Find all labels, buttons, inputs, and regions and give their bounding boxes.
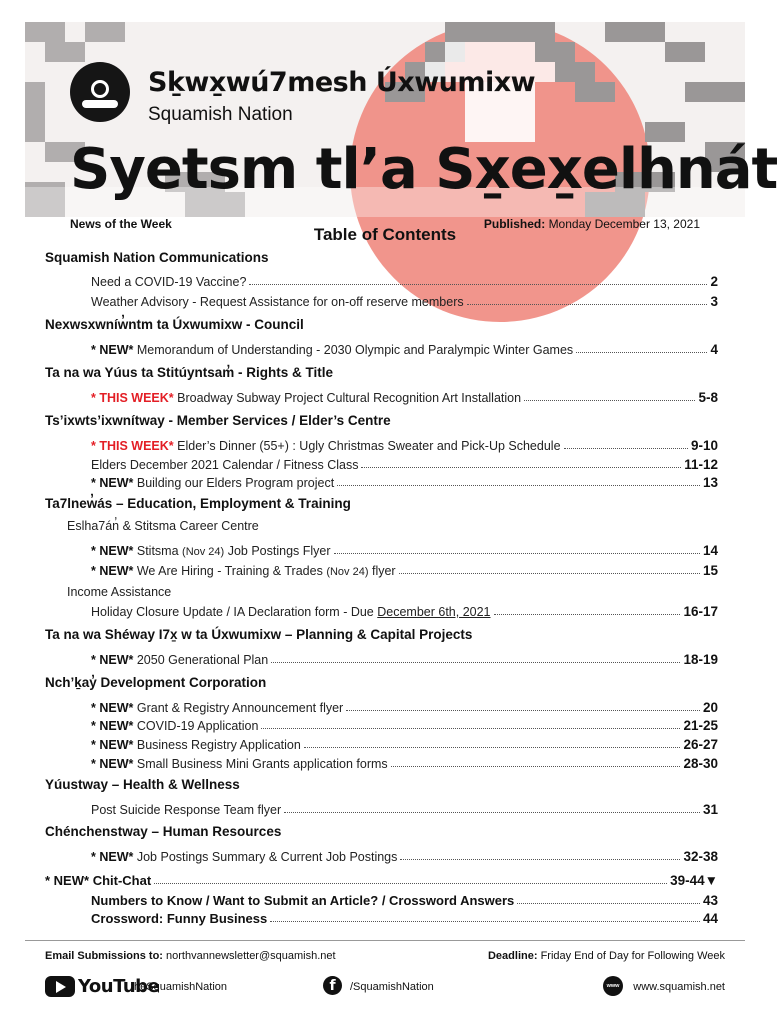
youtube-wordmark: YouTube [78, 975, 160, 997]
toc-entry-text: Post Suicide Response Team flyer [91, 803, 282, 817]
youtube-handle[interactable]: theSquamishNation [131, 981, 228, 993]
toc-entry[interactable] [91, 455, 718, 472]
toc-title: Table of Contents [313, 225, 457, 244]
dot-leader [494, 613, 681, 615]
toc-page-number: 20 [702, 700, 718, 715]
new-tag: * NEW* [91, 850, 134, 864]
new-tag: * NEW* [91, 343, 134, 357]
toc-page-number: 5-8 [698, 390, 718, 405]
toc-entry[interactable] [91, 891, 718, 908]
new-tag: * NEW* [91, 653, 134, 667]
toc-entry-text: Holiday Closure Update / IA Declaration form - Due [91, 605, 374, 619]
toc-page-number: 15 [702, 563, 718, 578]
toc-subsection: Eslha7án̓ & Stitsma Career Centre [67, 519, 259, 533]
toc-page-number: 18-19 [683, 652, 718, 667]
toc-page-number: 4 [710, 342, 718, 357]
toc-page-number: 39-44▼ [670, 873, 718, 888]
logo-beak-mark [82, 100, 118, 108]
toc-page-number: 32-38 [683, 849, 718, 864]
dot-leader [576, 351, 707, 353]
toc-entry-text: COVID-19 Application [136, 719, 259, 733]
dot-leader [524, 399, 695, 401]
toc-section: Ta7lnew̓ás – Education, Employment & Training [45, 496, 351, 511]
toc-entry-text: Building our Elders Program project [136, 476, 335, 490]
toc-section: Nch’ḵay̓ Development Corporation [45, 675, 267, 690]
dot-leader [346, 709, 700, 711]
dot-leader [400, 858, 680, 860]
nation-name-english: Squamish Nation [148, 104, 293, 125]
toc-entry-text: 2050 Generational Plan [136, 653, 269, 667]
deadline [488, 950, 725, 962]
toc-entry-text: Broadway Subway Project Cultural Recognition Art Installation [177, 391, 522, 405]
toc-entry[interactable] [91, 388, 718, 405]
deadline-label: Deadline: [487, 950, 538, 962]
toc-entry[interactable] [91, 716, 718, 733]
due-date: December 6th, 2021 [377, 605, 491, 619]
toc-entry-text: Business Registry Application [136, 738, 301, 752]
dot-leader [467, 303, 708, 305]
toc-entry[interactable] [91, 602, 718, 619]
toc-page-number: 43 [702, 893, 718, 908]
dot-leader [154, 882, 667, 884]
new-tag: * NEW* [45, 873, 90, 888]
new-tag: * NEW* [91, 476, 134, 490]
toc-entry[interactable] [91, 541, 718, 558]
facebook-icon[interactable]: f [323, 976, 342, 995]
toc-page-number: 14 [702, 543, 718, 558]
toc-page-number: 16-17 [683, 604, 718, 619]
email-submissions [45, 950, 336, 962]
dot-leader [304, 746, 681, 748]
toc-section: Nexwsxwníw̓ntm ta Úxwumixw - Council [45, 317, 304, 332]
toc-entry[interactable] [91, 698, 718, 715]
squamish-nation-logo [70, 62, 130, 122]
dot-leader [391, 765, 681, 767]
this-week-tag: * THIS WEEK* [91, 391, 174, 405]
toc-entry-text: Weather Advisory - Request Assistance for on-off reserve members [91, 295, 464, 309]
toc-section: Chénchenstway – Human Resources [45, 824, 282, 839]
new-tag: * NEW* [91, 738, 134, 752]
toc-entry-text: Elder’s Dinner (55+) : Ugly Christmas Sweater and Pick-Up Schedule [177, 439, 561, 453]
toc-section: Squamish Nation Communications [45, 250, 269, 265]
dot-leader [271, 661, 680, 663]
dot-leader [284, 811, 700, 813]
new-tag: * NEW* [91, 719, 134, 733]
toc-entry[interactable] [91, 909, 718, 926]
toc-entry[interactable] [91, 436, 718, 453]
toc-entry-text: Numbers to Know / Want to Submit an Article? / Crossword Answers [91, 893, 515, 908]
dot-leader [517, 902, 700, 904]
dot-leader [361, 466, 681, 468]
toc-section: Ta na wa Yúus ta Stitúyntsam̓ - Rights & Title [45, 365, 334, 380]
toc-entry-text: Need a COVID-19 Vaccine? [91, 275, 247, 289]
toc-entry-text: We Are Hiring - Training & Trades [136, 564, 323, 578]
toc-entry[interactable] [91, 650, 718, 667]
footer [25, 940, 745, 1002]
toc-entry[interactable] [91, 561, 718, 578]
toc-entry[interactable] [91, 473, 718, 490]
toc-entry[interactable] [91, 340, 718, 357]
dot-leader [337, 484, 700, 486]
toc-entry-text: Memorandum of Understanding - 2030 Olympic and Paralympic Winter Games [136, 343, 574, 357]
toc-page-number: 21-25 [683, 718, 718, 733]
new-tag: * NEW* [91, 757, 134, 771]
web-globe-icon: www [603, 976, 623, 996]
new-tag: * NEW* [91, 564, 134, 578]
toc-entry-text: Small Business Mini Grants application forms [136, 757, 388, 771]
dot-leader [261, 727, 680, 729]
toc-entry[interactable] [91, 847, 718, 864]
toc-page-number: 3 [710, 294, 718, 309]
toc-entry[interactable] [91, 292, 718, 309]
toc-entry[interactable] [91, 735, 718, 752]
toc-entry-text: Crossword: Funny Business [91, 911, 268, 926]
youtube-play-icon [45, 976, 75, 997]
toc-page-number: 9-10 [690, 438, 718, 453]
toc-page-number: 26-27 [683, 737, 718, 752]
toc-entry[interactable] [91, 800, 718, 817]
toc-entry-text: Elders December 2021 Calendar / Fitness Class [91, 458, 359, 472]
dot-leader [399, 572, 700, 574]
toc-page-number: 13 [702, 475, 718, 490]
footer-divider [25, 940, 745, 941]
toc-entry-text: Chit-Chat [92, 873, 152, 888]
email-label: Email Submissions to: [45, 950, 163, 962]
toc-section: Yúustway – Health & Wellness [45, 777, 240, 792]
dot-leader [564, 447, 688, 449]
dot-leader [270, 920, 700, 922]
toc-entry[interactable] [91, 272, 718, 289]
toc-entry-text: flyer [371, 564, 396, 578]
dot-leader [334, 552, 700, 554]
news-of-the-week-label: News of the Week [70, 217, 172, 231]
deadline-text: Friday End of Day for Following Week [540, 950, 725, 962]
toc-page-number: 2 [710, 274, 718, 289]
logo-eye-mark [91, 80, 109, 98]
facebook-handle[interactable]: /SquamishNation [350, 981, 434, 993]
website-link[interactable]: www.squamish.net [633, 981, 725, 993]
new-tag: * NEW* [91, 544, 134, 558]
toc-entry-text: Job Postings Summary & Current Job Postings [136, 850, 398, 864]
dot-leader [249, 283, 707, 285]
email-link[interactable]: northvannewsletter@squamish.net [166, 950, 336, 962]
masthead-banner [25, 22, 777, 231]
published-date-value: Monday December 13, 2021 [548, 217, 700, 231]
toc-subsection: Income Assistance [67, 585, 172, 599]
toc-page-number: 28-30 [683, 756, 718, 771]
toc-entry-text: Job Postings Flyer [227, 544, 331, 558]
new-tag: * NEW* [91, 701, 134, 715]
toc-page-number: 31 [702, 802, 718, 817]
toc-section: Ta na wa Shéway I7x̱ w ta Úxwumixw – Planning & Capital Projects [45, 627, 473, 642]
toc-entry-date: (Nov 24) [326, 566, 369, 578]
toc-page-number: 44 [702, 911, 718, 926]
toc-entry[interactable] [91, 754, 718, 771]
toc-entry-text: Grant & Registry Announcement flyer [136, 701, 344, 715]
toc-page-number: 11-12 [684, 457, 718, 472]
nation-name: Sḵwx̱wú7mesh Úxwumixw [148, 67, 536, 98]
this-week-tag: * THIS WEEK* [91, 439, 174, 453]
toc-section: Ts’ixwts’ixwnítway - Member Services / Elder’s Centre [45, 413, 391, 428]
newsletter-title: Syetsm tl’a Sx̱ex̱elhnát [70, 137, 777, 202]
published-label: Published: [483, 217, 546, 231]
toc-entry-text: Stitsma [136, 544, 179, 558]
toc-entry-date: (Nov 24) [182, 546, 225, 558]
toc-entry[interactable] [45, 871, 718, 888]
